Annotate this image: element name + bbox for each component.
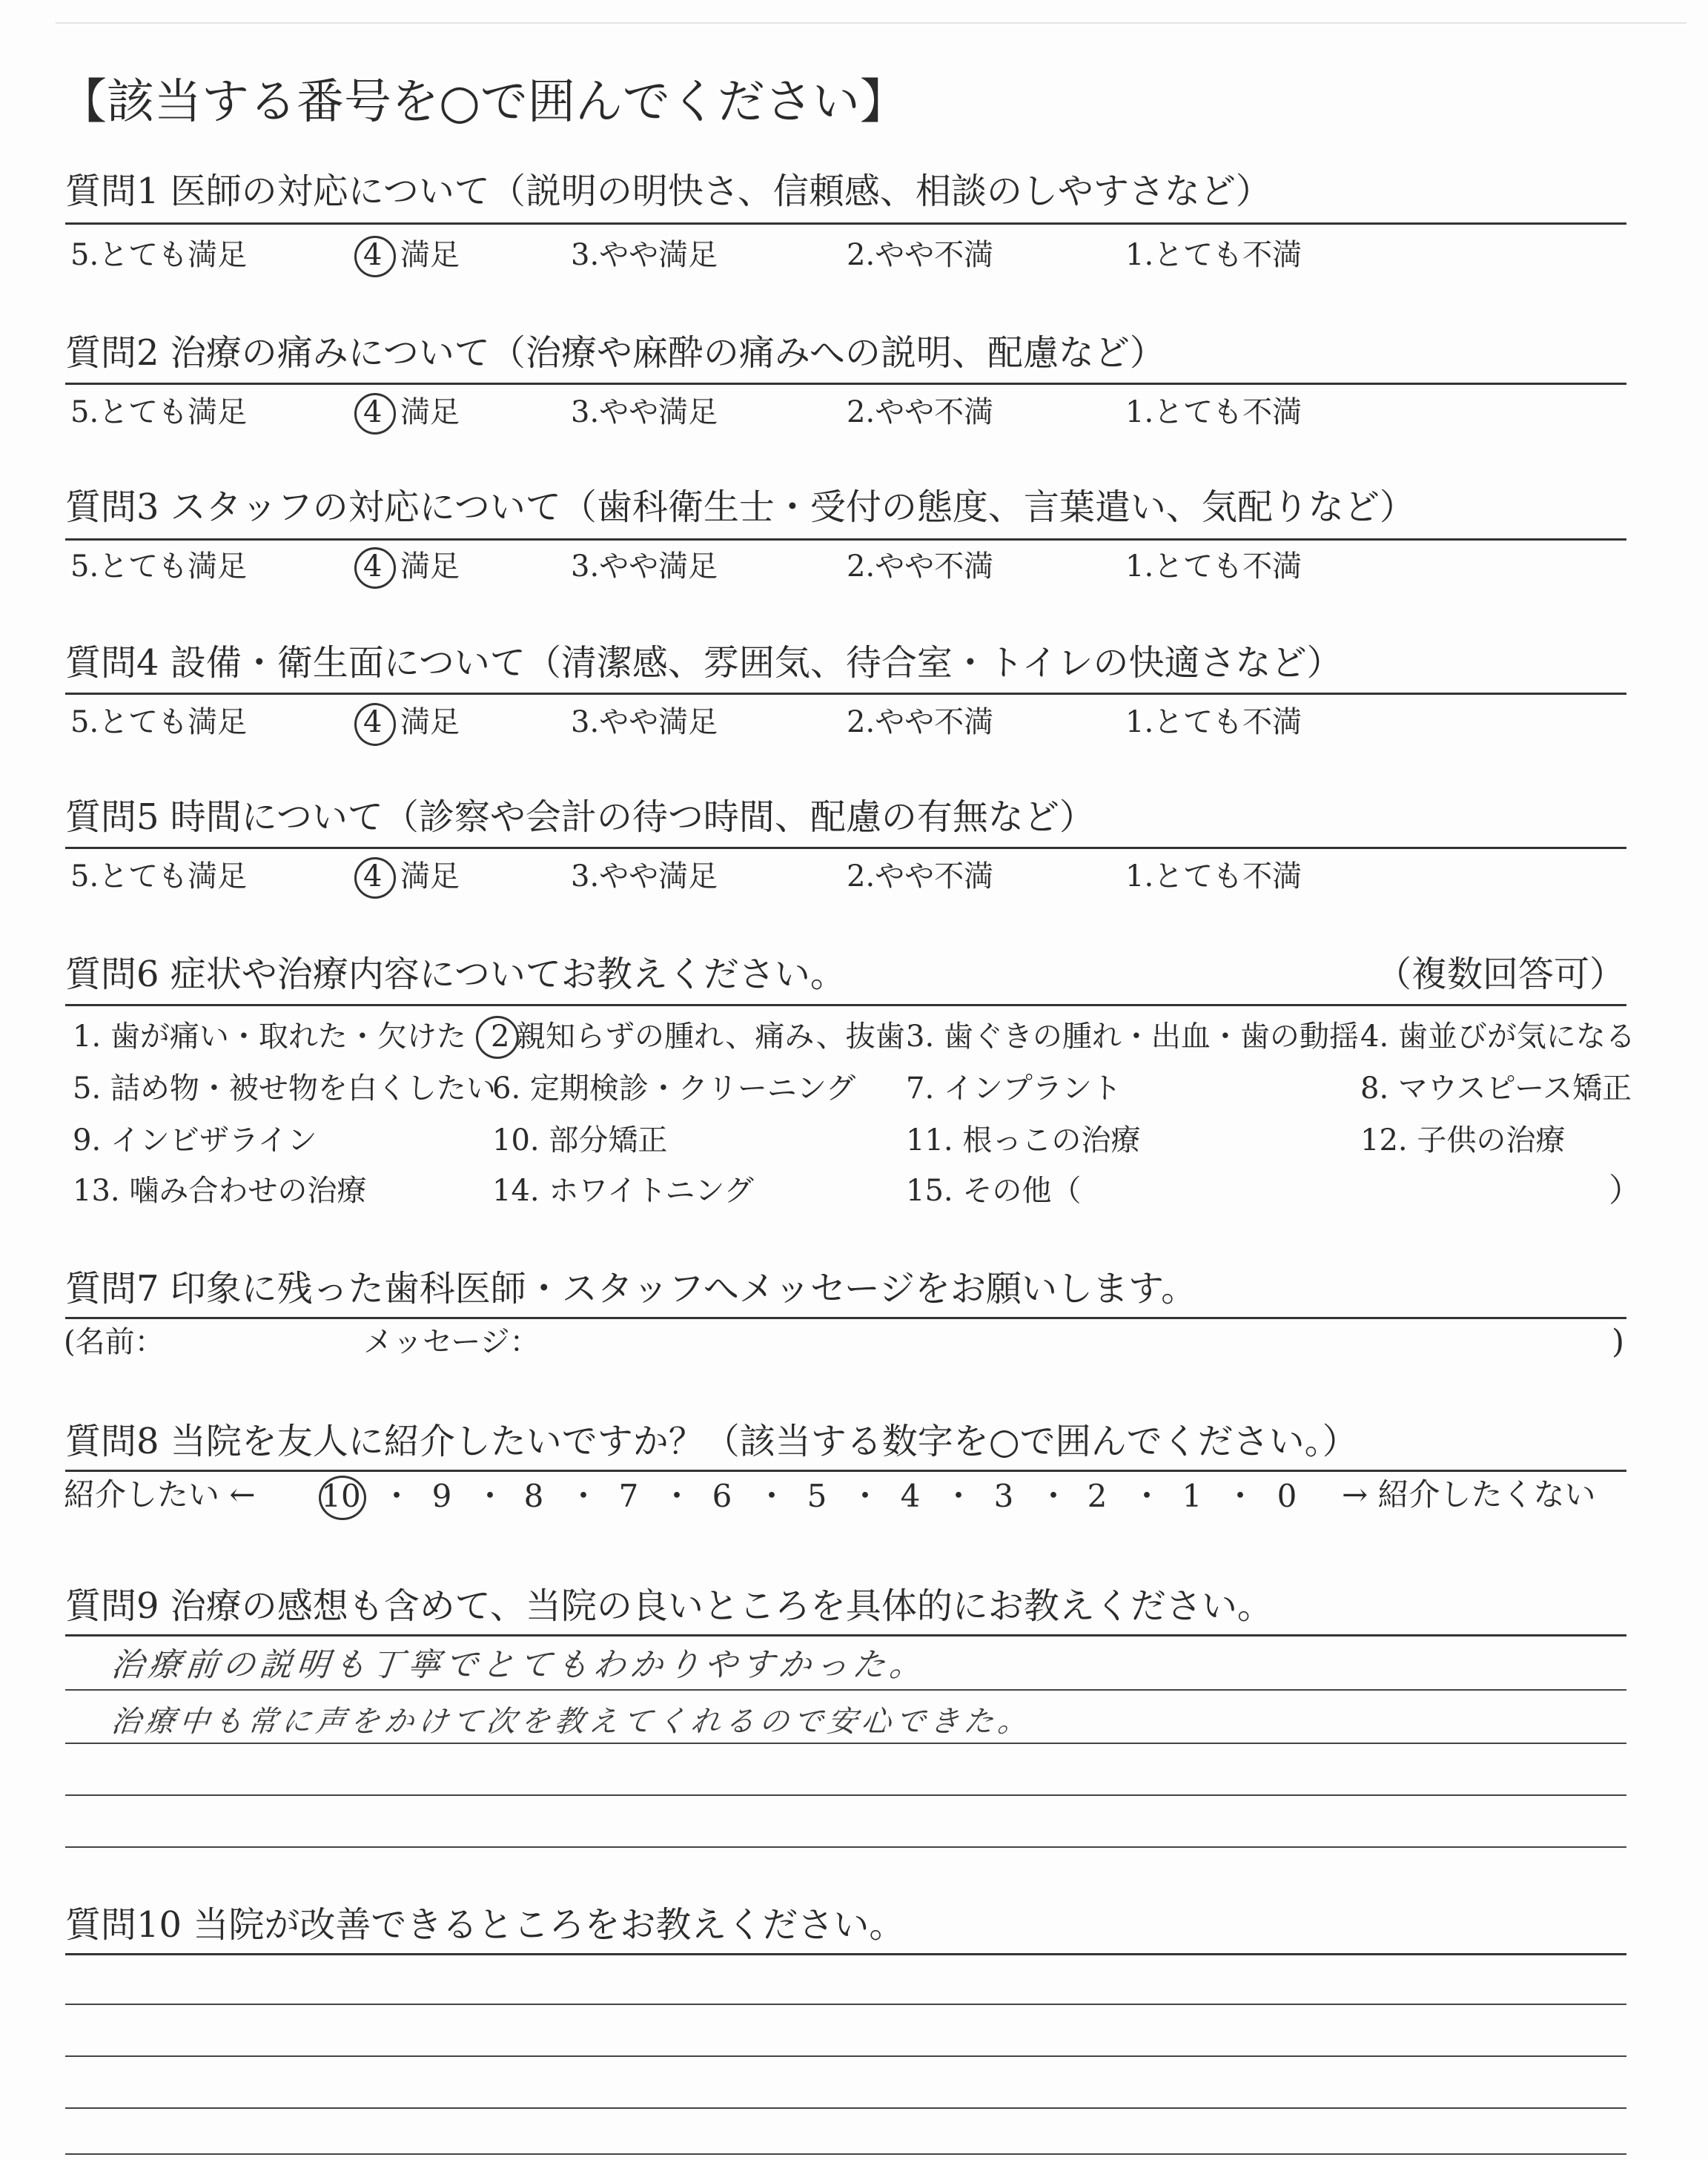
q10-answer-line[interactable] [65,2055,1626,2057]
q8-score-9[interactable]: 9 [431,1478,452,1514]
q8-separator: ・ [850,1478,881,1514]
question-6-title: 質問6 症状や治療内容についてお教えください。 [65,954,846,995]
q7-name-label: (名前： [64,1325,165,1359]
q9-answer-line[interactable] [65,1689,1626,1691]
question-7-title: 質問7 印象に残った歯科医師・スタッフへメッセージをお願いします。 [65,1268,1197,1309]
q4-option-5[interactable]: 5.とても満足 [70,705,248,739]
q8-separator: ・ [756,1478,788,1514]
q8-recommend-label: 紹介したい ← [64,1476,256,1513]
q8-score-3[interactable]: 3 [993,1478,1014,1514]
q6-option-8[interactable]: 8. マウスピース矯正 [1360,1071,1632,1106]
q8-separator: ・ [568,1478,600,1514]
q3-option-1[interactable]: 1.とても不満 [1125,549,1302,584]
question-6-multiple-answer-note: （複数回答可） [1375,954,1625,995]
q8-separator: ・ [381,1478,413,1514]
q3-option-3[interactable]: 3.やや満足 [571,549,718,584]
q8-score-10[interactable]: 10 [321,1478,361,1514]
question-6-rule [65,1004,1626,1006]
q10-answer-line[interactable] [65,2107,1626,2109]
q6-option-11[interactable]: 11. 根っこの治療 [906,1123,1141,1157]
question-1-title: 質問1 医師の対応について（説明の明快さ、信頼感、相談のしやすさなど） [65,171,1271,212]
q6-option-7[interactable]: 7. インプラント [906,1071,1122,1106]
q8-separator: ・ [1038,1478,1070,1514]
q9-answer-line[interactable] [65,1743,1626,1744]
q3-option-4-label[interactable]: 満足 [400,549,460,584]
question-5-rule [65,847,1626,849]
q4-option-4-label[interactable]: 満足 [400,705,460,739]
q8-score-8[interactable]: 8 [523,1478,544,1514]
q4-option-3[interactable]: 3.やや満足 [571,705,718,739]
q6-option-2-number[interactable]: 2 [491,1020,510,1054]
q2-option-5[interactable]: 5.とても満足 [70,395,248,429]
q6-option-4[interactable]: 4. 歯並びが気になる [1360,1020,1635,1054]
q1-option-1[interactable]: 1.とても不満 [1125,238,1302,272]
q6-option-9[interactable]: 9. インビザライン [73,1123,317,1157]
question-2-title: 質問2 治療の痛みについて（治療や麻酔の痛みへの説明、配慮など） [65,332,1165,374]
q6-option-15-other[interactable]: 15. その他（ [906,1174,1082,1208]
question-10-rule [65,1953,1626,1955]
q7-close-paren: ) [1612,1323,1625,1361]
q6-option-3[interactable]: 3. 歯ぐきの腫れ・出血・歯の動揺 [906,1020,1359,1054]
q4-option-2[interactable]: 2.やや不満 [847,705,994,739]
q6-option-10[interactable]: 10. 部分矯正 [492,1123,668,1157]
q6-other-close-paren: ） [1609,1172,1641,1209]
q3-option-4-number[interactable]: 4 [363,549,383,584]
q1-option-4-number[interactable]: 4 [363,238,383,272]
q2-option-2[interactable]: 2.やや不満 [847,395,994,429]
question-3-title: 質問3 スタッフの対応について（歯科衛生士・受付の態度、言葉遣い、気配りなど） [65,486,1415,528]
q4-option-4-number[interactable]: 4 [363,705,383,739]
q3-option-5[interactable]: 5.とても満足 [70,549,248,584]
question-3-rule [65,538,1626,541]
q1-option-3[interactable]: 3.やや満足 [571,238,718,272]
q8-separator: ・ [1131,1478,1163,1514]
q2-option-1[interactable]: 1.とても不満 [1125,395,1302,429]
q10-answer-line[interactable] [65,2153,1626,2155]
page-top-edge [56,22,1687,24]
q5-option-4-label[interactable]: 満足 [400,859,460,894]
q5-option-5[interactable]: 5.とても満足 [70,859,248,894]
q5-option-4-number[interactable]: 4 [363,859,383,894]
q9-answer-line[interactable] [65,1846,1626,1848]
q6-option-1[interactable]: 1. 歯が痛い・取れた・欠けた [73,1020,466,1054]
question-1-rule [65,222,1626,225]
q8-separator: ・ [661,1478,693,1514]
q7-message-label: メッセージ： [363,1325,540,1359]
q8-score-2[interactable]: 2 [1087,1478,1108,1514]
q5-option-2[interactable]: 2.やや不満 [847,859,994,894]
question-5-title: 質問5 時間について（診察や会計の待つ時間、配慮の有無など） [65,796,1095,838]
q4-option-1[interactable]: 1.とても不満 [1125,705,1302,739]
q8-score-0[interactable]: 0 [1277,1478,1297,1514]
q6-option-5[interactable]: 5. 詰め物・被せ物を白くしたい [73,1071,496,1106]
q8-separator: ・ [474,1478,506,1514]
q2-option-4-number[interactable]: 4 [363,395,383,429]
question-10-title: 質問10 当院が改善できるところをお教えください。 [65,1904,905,1946]
question-2-rule [65,383,1626,385]
question-9-rule [65,1634,1626,1636]
q8-score-4[interactable]: 4 [900,1478,921,1514]
q5-option-1[interactable]: 1.とても不満 [1125,859,1302,894]
q5-option-3[interactable]: 3.やや満足 [571,859,718,894]
q2-option-4-label[interactable]: 満足 [400,395,460,429]
question-4-rule [65,693,1626,695]
q6-option-13[interactable]: 13. 噛み合わせの治療 [73,1174,367,1208]
q3-option-2[interactable]: 2.やや不満 [847,549,994,584]
question-9-title: 質問9 治療の感想も含めて、当院の良いところを具体的にお教えください。 [65,1585,1273,1627]
q6-option-6[interactable]: 6. 定期検診・クリーニング [492,1071,856,1106]
q6-option-14[interactable]: 14. ホワイトニング [492,1174,754,1208]
q8-score-7[interactable]: 7 [618,1478,639,1514]
question-8-rule [65,1470,1626,1472]
q6-option-12[interactable]: 12. 子供の治療 [1360,1123,1566,1157]
q1-option-5[interactable]: 5.とても満足 [70,238,248,272]
q10-answer-line[interactable] [65,2004,1626,2005]
q9-answer-line[interactable] [65,1794,1626,1796]
q8-score-1[interactable]: 1 [1182,1478,1202,1514]
form-instruction-header: 【該当する番号を○で囲んでください】 [59,75,907,130]
question-4-title: 質問4 設備・衛生面について（清潔感、雰囲気、待合室・トイレの快適さなど） [65,642,1343,684]
q9-handwritten-line-2: 治療中も常に声をかけて次を教えてくれるので安心できた。 [109,1705,1034,1739]
q8-separator: ・ [943,1478,975,1514]
q6-option-2-label[interactable]: 親知らずの腫れ、痛み、抜歯 [516,1020,905,1054]
q1-option-4-label[interactable]: 満足 [400,238,460,272]
q8-score-6[interactable]: 6 [712,1478,732,1514]
question-8-title: 質問8 当院を友人に紹介したいですか？（該当する数字を○で囲んでください。） [65,1421,1358,1462]
question-7-rule [65,1317,1626,1319]
q8-not-recommend-label: → 紹介したくない [1342,1476,1596,1513]
q2-option-3[interactable]: 3.やや満足 [571,395,718,429]
q9-handwritten-line-1: 治療前の説明も丁寧でとてもわかりやすかった。 [109,1646,929,1684]
q8-score-5[interactable]: 5 [807,1478,827,1514]
q1-option-2[interactable]: 2.やや不満 [847,238,994,272]
q8-separator: ・ [1225,1478,1257,1514]
